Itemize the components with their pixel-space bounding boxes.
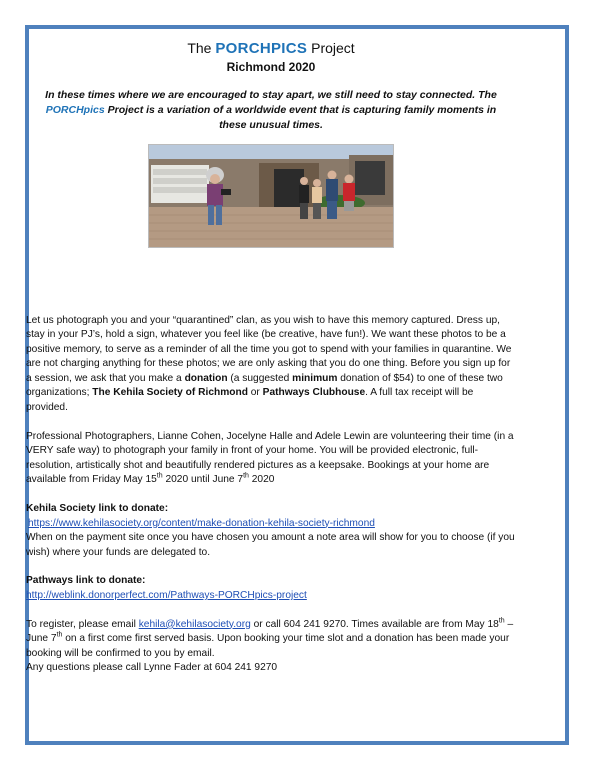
register-section <box>26 618 516 676</box>
flyer-content <box>26 36 516 676</box>
title-project: Project <box>311 40 355 56</box>
photographers-paragraph: Professional Photographers, Lianne Cohen, Jocelyne Halle and Adele Lewin are volunteering their time (in a VERY safe way) to photograph your family in front of your home. You will be provided electronic, full-resolution, artistically shot and beautifully rendered pictures as a keepsake. Bookings at your home are available from Friday May 15th 2020 until June 7th 2020 <box>26 430 514 486</box>
title-the: The <box>187 40 212 56</box>
pathways-heading: Pathways link to donate: <box>26 575 146 587</box>
brand-logo-text: PORCHPICS <box>215 40 308 57</box>
kehila-heading: Kehila Society link to donate: <box>26 503 169 515</box>
family-porch-photo <box>148 144 394 248</box>
kehila-donate-link[interactable]: https://www.kehilasociety.org/content/make-donation-kehila-society-richmond <box>28 517 375 529</box>
pathways-section <box>26 574 516 603</box>
kehila-note: When on the payment site once you have chosen you amount a note area will show for you to choose (if you wish) where your funds are delegated to. <box>26 532 515 558</box>
org-kehila: The Kehila Society of Richmond <box>92 387 248 399</box>
description-paragraph: Let us photograph you and your “quarantined” clan, as you wish to have this memory captured. Dress up, stay in your PJ’s, hold a sign, whatever you feel like (be creative, have fun!). We want these photos to be a positive memory, to serve as a reminder of all the time you got to spend with your families in quarantine. We are not charging anything for these photos; we are only asking that you do one thing. Before you sign up for a session, we ask that you make a donation (a suggested minimum donation of $54) to one of these two organizations; The Kehila Society of Richmond or Pathways Clubhouse. A full tax receipt will be provided. <box>26 314 512 414</box>
page-title <box>26 40 516 57</box>
photo-illustration <box>149 145 393 247</box>
org-pathways: Pathways Clubhouse <box>262 387 366 399</box>
pathways-donate-link[interactable]: http://weblink.donorperfect.com/Pathways-PORCHpics-project <box>26 590 307 601</box>
questions-line: Any questions please call Lynne Fader at 604 241 9270 <box>26 662 278 674</box>
page-subtitle: Richmond 2020 <box>226 60 316 74</box>
intro-text: In these times where we are encouraged to stay apart, we still need to stay connected. The PORCHpics Project is a variation of a worldwide event that is capturing family moments in these unusual times. <box>45 89 497 131</box>
intro-brand: PORCHpics <box>45 104 105 116</box>
kehila-section <box>26 502 516 560</box>
register-email-link[interactable]: kehila@kehilasociety.org <box>138 618 251 630</box>
register-paragraph: To register, please email kehila@kehilasociety.org or call 604 241 9270. Times available are from May 18th – June 7th on a first come first served basis. Upon booking your time slot and a donation has been made your booking will be confirmed to you by email. <box>26 617 514 659</box>
